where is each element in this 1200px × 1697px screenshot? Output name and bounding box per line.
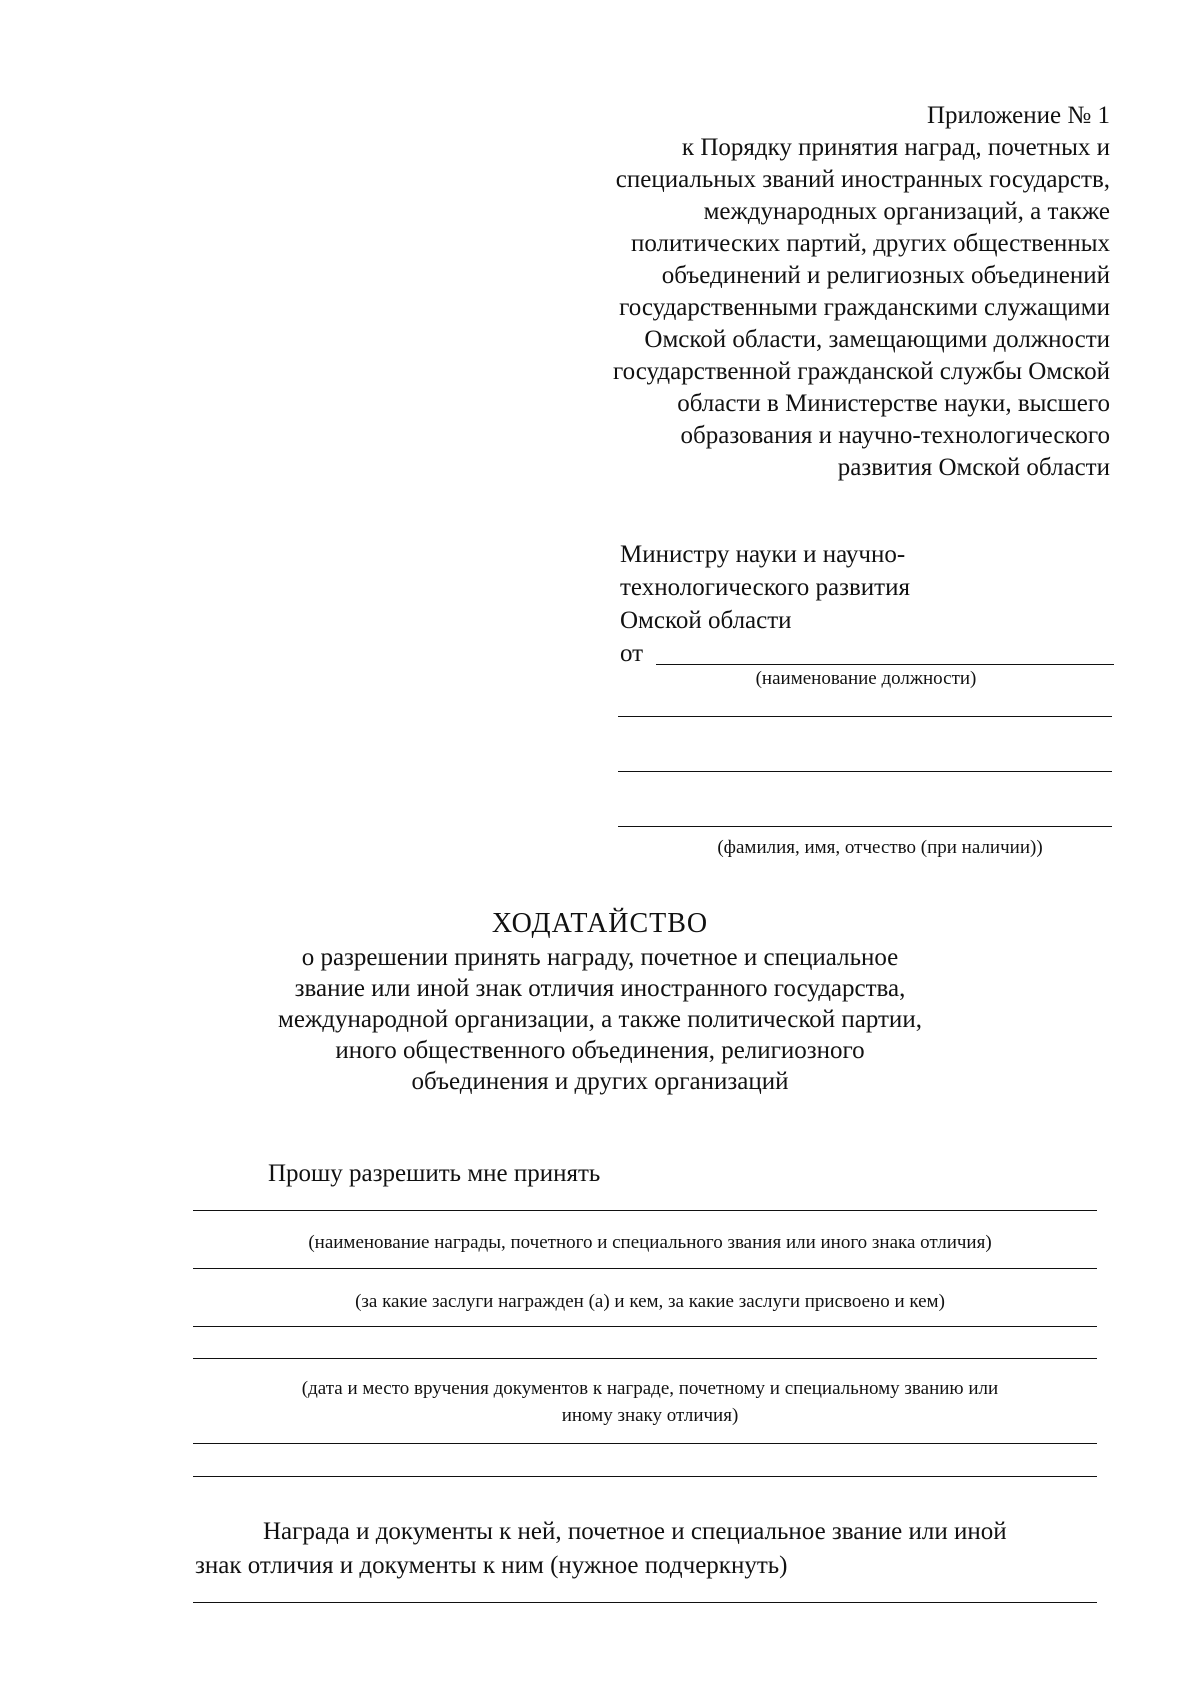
extra-field-line-1[interactable] xyxy=(193,1443,1097,1444)
appendix-line: государственной гражданской службы Омской xyxy=(612,358,1110,385)
position-field-line-2[interactable] xyxy=(618,716,1112,717)
petition-title-block xyxy=(220,906,980,1097)
subtitle-line: о разрешении принять награду, почетное и специальное xyxy=(301,944,899,971)
final-line: знак отличия и документы к ним (нужное подчеркнуть) xyxy=(195,1552,788,1579)
appendix-line: Омской области, замещающими должности xyxy=(644,326,1110,353)
appendix-line: международных организаций, а также xyxy=(703,198,1110,225)
appendix-line: к Порядку принятия наград, почетных и xyxy=(681,134,1110,161)
subtitle-line: международной организации, а также политической партии, xyxy=(278,1006,922,1033)
fio-caption: (фамилия, имя, отчество (при наличии)) xyxy=(717,837,1043,858)
final-field-line[interactable] xyxy=(193,1602,1097,1603)
final-paragraph xyxy=(195,1515,1095,1583)
appendix-header xyxy=(510,100,1110,484)
subtitle-line: объединения и других организаций xyxy=(411,1068,789,1095)
date-field-line-2[interactable] xyxy=(193,1358,1097,1359)
appendix-line: развития Омской области xyxy=(837,454,1110,481)
petition-subtitle xyxy=(220,942,980,1097)
merits-field[interactable] xyxy=(193,1268,1097,1269)
appendix-line: объединений и религиозных объединений xyxy=(661,262,1110,289)
date-field-line-1[interactable] xyxy=(193,1326,1097,1327)
merits-caption: (за какие заслуги награжден (а) и кем, за какие заслуги присвоено и кем) xyxy=(355,1291,945,1312)
date-caption-line: (дата и место вручения документов к награде, почетному и специальному званию или xyxy=(301,1378,999,1399)
final-line: Награда и документы к ней, почетное и специальное звание или иной xyxy=(263,1518,1007,1545)
date-caption xyxy=(190,1375,1110,1429)
from-label: от xyxy=(620,640,644,667)
page-title: ХОДАТАЙСТВО xyxy=(491,908,709,939)
appendix-line: Приложение № 1 xyxy=(926,102,1110,129)
addressee-line: технологического развития xyxy=(620,574,910,601)
fio-field-line-1[interactable] xyxy=(618,771,1112,772)
subtitle-line: иного общественного объединения, религиозного xyxy=(335,1037,865,1064)
position-field[interactable] xyxy=(656,664,1114,665)
addressee-line: Омской области xyxy=(620,607,792,634)
award-caption: (наименование награды, почетного и специального звания или иного знака отличия) xyxy=(308,1232,992,1253)
appendix-line: государственными гражданскими служащими xyxy=(619,294,1110,321)
appendix-line: политических партий, других общественных xyxy=(631,230,1110,257)
date-caption-line: иному знаку отличия) xyxy=(561,1405,739,1426)
appendix-line: области в Министерстве науки, высшего xyxy=(677,390,1110,417)
addressee-block xyxy=(620,538,1120,670)
subtitle-line: звание или иной знак отличия иностранного государства, xyxy=(294,975,906,1002)
addressee-line: Министру науки и научно- xyxy=(620,541,906,568)
position-caption: (наименование должности) xyxy=(755,668,977,689)
from-row xyxy=(620,637,1120,670)
appendix-line: образования и научно-технологического xyxy=(680,422,1110,449)
request-text: Прошу разрешить мне принять xyxy=(268,1160,601,1187)
award-name-field[interactable] xyxy=(193,1210,1097,1211)
fio-field-line-2[interactable] xyxy=(618,826,1112,827)
extra-field-line-2[interactable] xyxy=(193,1476,1097,1477)
appendix-line: специальных званий иностранных государств, xyxy=(615,166,1110,193)
